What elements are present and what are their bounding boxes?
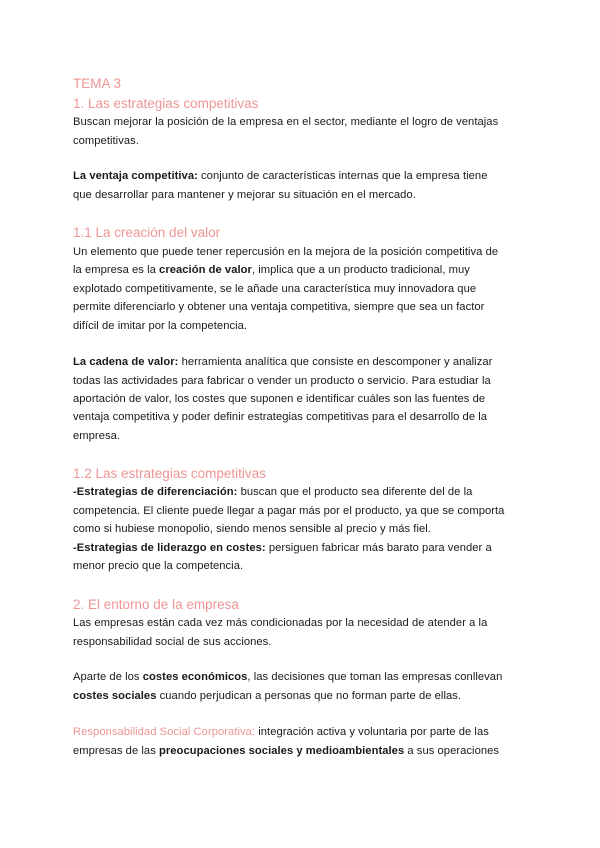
paragraph-line: todas las actividades para fabricar o vender un producto o servicio. Para estudiar la xyxy=(73,375,491,387)
term: creación de valor xyxy=(159,264,252,276)
term: costes sociales xyxy=(73,690,157,702)
text: cuando perjudican a personas que no forman parte de ellas. xyxy=(156,690,462,702)
text: a sus operaciones xyxy=(404,745,500,757)
text: Aparte de los xyxy=(73,671,143,683)
paragraph-line: competencia. El cliente puede llegar a pagar más por el producto, ya que se comporta xyxy=(73,505,505,517)
paragraph-line: empresa. xyxy=(73,430,121,442)
definition-cadena-de-valor xyxy=(73,356,492,368)
paragraph-line: difícil de imitar por la competencia. xyxy=(73,320,248,332)
definition-text: herramienta analítica que consiste en descomponer y analizar xyxy=(178,356,493,368)
definition-diferenciacion xyxy=(73,486,472,498)
term: La cadena de valor: xyxy=(73,356,179,368)
paragraph-line: competitivas. xyxy=(73,135,139,147)
term: preocupaciones sociales y medioambientales xyxy=(159,745,405,757)
document-title: TEMA 3 xyxy=(73,76,122,91)
paragraph-line: menor precio que la competencia. xyxy=(73,560,244,572)
term: costes económicos xyxy=(142,671,248,683)
term: -Estrategias de diferenciación: xyxy=(73,486,238,498)
section-heading-2: 2. El entorno de la empresa xyxy=(73,597,239,612)
definition-text: integración activa y voluntaria por parte de las xyxy=(255,726,489,738)
paragraph-line: aportación de valor, los costes que suponen e identificar cuáles son las fuentes de xyxy=(73,393,486,405)
definition-text: buscan que el producto sea diferente del de la xyxy=(237,486,473,498)
definition-liderazgo-costes xyxy=(73,542,492,554)
paragraph-line: Buscan mejorar la posición de la empresa en el sector, mediante el logro de ventajas xyxy=(73,116,499,128)
term: -Estrategias de liderazgo en costes: xyxy=(73,542,266,554)
paragraph-line: ventaja competitiva y poder definir estrategias competitivas para el desarrollo de la xyxy=(73,411,488,423)
paragraph-line: responsabilidad social de sus acciones. xyxy=(73,636,272,648)
paragraph-line: Un elemento que puede tener repercusión en la mejora de la posición competitiva de xyxy=(73,246,499,258)
text: , las decisiones que toman las empresas conllevan xyxy=(247,671,503,683)
paragraph-line xyxy=(73,671,502,683)
paragraph-line: permite diferenciarlo y obtener una ventaja competitiva, siempre que sea un factor xyxy=(73,301,485,313)
definition-rsc xyxy=(73,726,489,738)
text: , implica que a un producto tradicional, muy xyxy=(251,264,470,276)
definition-ventaja-competitiva xyxy=(73,170,487,182)
text: la empresa es la xyxy=(73,264,160,276)
paragraph-line xyxy=(73,264,470,276)
term: Responsabilidad Social Corporativa: xyxy=(73,726,256,738)
definition-text: persiguen fabricar más barato para vender a xyxy=(265,542,492,554)
term: La ventaja competitiva: xyxy=(73,170,198,182)
paragraph-line: explotado competitivamente, se le añade una característica muy innovadora que xyxy=(73,283,477,295)
paragraph-line: Las empresas están cada vez más condicionadas por la necesidad de atender a la xyxy=(73,617,488,629)
paragraph-line xyxy=(73,690,461,702)
text: empresas de las xyxy=(73,745,159,757)
paragraph-line: que desarrollar para mantener y mejorar su situación en el mercado. xyxy=(73,189,416,201)
paragraph-line: como si hubiese monopolio, siendo menos sensible al precio y más fiel. xyxy=(73,523,431,535)
definition-text: conjunto de características internas que la empresa tiene xyxy=(197,170,488,182)
paragraph-line xyxy=(73,745,499,757)
section-heading-1: 1. Las estrategias competitivas xyxy=(73,96,259,111)
section-heading-1-2: 1.2 Las estrategias competitivas xyxy=(73,466,266,481)
section-heading-1-1: 1.1 La creación del valor xyxy=(73,225,221,240)
